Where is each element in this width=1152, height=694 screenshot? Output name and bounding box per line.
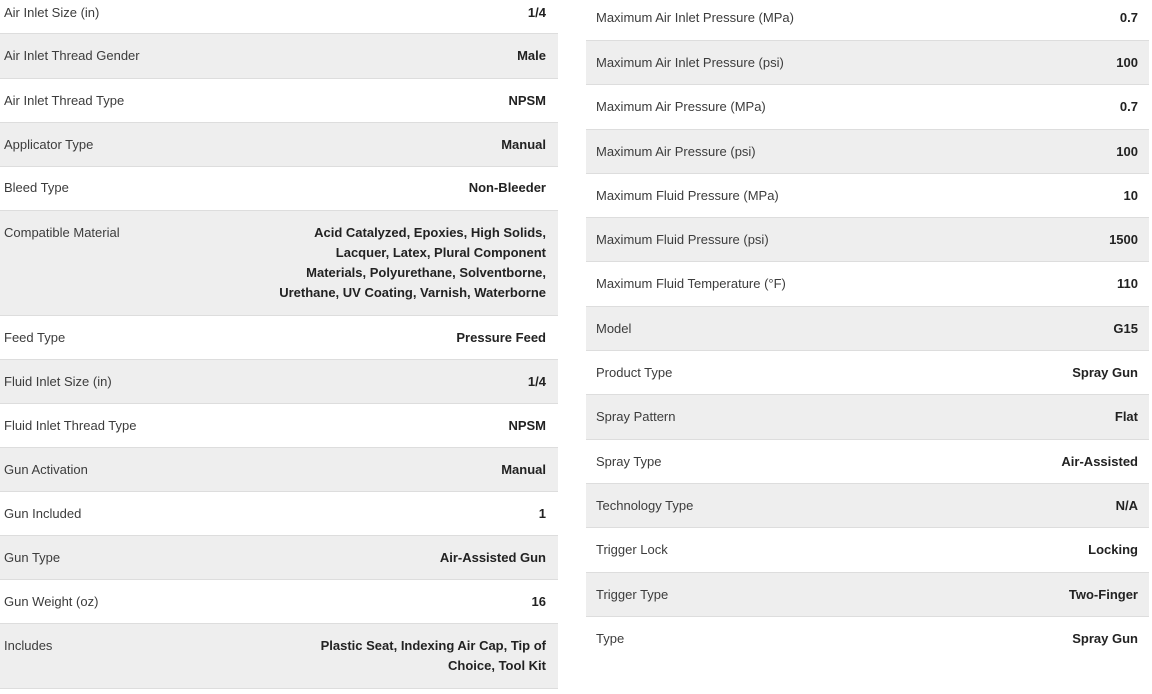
spec-value: Air-Assisted Gun bbox=[439, 550, 546, 565]
spec-label: Bleed Type bbox=[4, 180, 69, 195]
spec-label: Gun Included bbox=[4, 506, 82, 521]
spec-value: Acid Catalyzed, Epoxies, High Solids, Lacquer, Latex, Plural Component Materials, Polyurethane, Solventborne, Urethane, UV Coating, Varnish, Waterborne bbox=[279, 225, 546, 300]
spec-row-air-inlet-thread-type bbox=[0, 79, 558, 123]
spec-label: Fluid Inlet Size (in) bbox=[4, 374, 112, 389]
spec-value: Manual bbox=[501, 462, 546, 477]
spec-row-applicator-type bbox=[0, 123, 558, 167]
spec-row-trigger-lock bbox=[586, 528, 1149, 572]
spec-label: Technology Type bbox=[596, 497, 694, 513]
spec-value: 1/4 bbox=[527, 374, 546, 389]
spec-value: Plastic Seat, Indexing Air Cap, Tip of Choice, Tool Kit bbox=[320, 638, 546, 673]
spec-value: Male bbox=[517, 48, 546, 63]
spec-label: Fluid Inlet Thread Type bbox=[4, 418, 137, 433]
spec-row-air-inlet-size bbox=[0, 0, 558, 34]
spec-row-gun-weight bbox=[0, 580, 558, 624]
spec-value: Spray Gun bbox=[1072, 630, 1138, 646]
spec-row-max-air-pressure-mpa bbox=[586, 85, 1149, 129]
spec-label: Product Type bbox=[596, 365, 673, 381]
spec-row-type bbox=[586, 617, 1149, 661]
spec-row-bleed-type bbox=[0, 167, 558, 211]
spec-row-compatible-material bbox=[0, 211, 558, 316]
spec-label: Maximum Fluid Temperature (°F) bbox=[596, 276, 786, 292]
spec-table-right bbox=[586, 0, 1149, 661]
spec-label: Type bbox=[596, 630, 625, 646]
spec-label: Maximum Fluid Pressure (MPa) bbox=[596, 187, 779, 203]
spec-row-max-air-pressure-psi bbox=[586, 130, 1149, 174]
spec-value: G15 bbox=[1113, 320, 1138, 336]
spec-label: Includes bbox=[4, 638, 53, 653]
spec-row-feed-type bbox=[0, 316, 558, 360]
spec-value: Air-Assisted bbox=[1061, 453, 1138, 469]
spec-value: 100 bbox=[1116, 143, 1138, 159]
spec-value: NPSM bbox=[508, 418, 546, 433]
spec-row-max-fluid-pressure-mpa bbox=[586, 174, 1149, 218]
spec-value: 1 bbox=[538, 506, 546, 521]
spec-value: 0.7 bbox=[1119, 10, 1138, 25]
spec-value: NPSM bbox=[508, 93, 546, 108]
spec-row-technology-type bbox=[586, 484, 1149, 528]
spec-value: Manual bbox=[501, 137, 546, 152]
spec-label: Model bbox=[596, 320, 632, 336]
spec-row-spray-type bbox=[586, 440, 1149, 484]
spec-row-fluid-inlet-thread-type bbox=[0, 404, 558, 448]
spec-table-left bbox=[0, 0, 558, 689]
spec-row-gun-type bbox=[0, 536, 558, 580]
spec-label: Air Inlet Size (in) bbox=[4, 5, 100, 20]
spec-value: Spray Gun bbox=[1072, 365, 1138, 381]
spec-label: Air Inlet Thread Type bbox=[4, 93, 125, 108]
spec-row-gun-included bbox=[0, 492, 558, 536]
spec-value: 16 bbox=[531, 594, 546, 609]
spec-label: Trigger Type bbox=[596, 586, 669, 602]
spec-row-max-air-inlet-pressure-mpa bbox=[586, 0, 1149, 41]
spec-label: Gun Type bbox=[4, 550, 61, 565]
spec-label: Trigger Lock bbox=[596, 542, 668, 558]
spec-row-model bbox=[586, 307, 1149, 351]
spec-value: N/A bbox=[1115, 497, 1138, 513]
spec-row-includes bbox=[0, 624, 558, 689]
spec-label: Spray Type bbox=[596, 453, 662, 469]
spec-label: Spray Pattern bbox=[596, 409, 676, 425]
spec-row-max-air-inlet-pressure-psi bbox=[586, 41, 1149, 85]
spec-label: Compatible Material bbox=[4, 225, 120, 240]
spec-value: Two-Finger bbox=[1068, 586, 1138, 602]
spec-row-max-fluid-temperature bbox=[586, 262, 1149, 306]
spec-row-spray-pattern bbox=[586, 395, 1149, 439]
spec-value: 0.7 bbox=[1119, 99, 1138, 115]
spec-row-product-type bbox=[586, 351, 1149, 395]
spec-value: Pressure Feed bbox=[456, 330, 546, 345]
spec-row-fluid-inlet-size bbox=[0, 360, 558, 404]
spec-label: Maximum Fluid Pressure (psi) bbox=[596, 232, 769, 248]
spec-value: Flat bbox=[1114, 409, 1138, 425]
spec-value: Locking bbox=[1088, 542, 1138, 558]
spec-label: Maximum Air Pressure (psi) bbox=[596, 143, 756, 159]
spec-label: Applicator Type bbox=[4, 137, 94, 152]
spec-value: 1/4 bbox=[527, 5, 546, 20]
spec-row-gun-activation bbox=[0, 448, 558, 492]
spec-label: Gun Activation bbox=[4, 462, 88, 477]
spec-value: 1500 bbox=[1109, 232, 1138, 248]
spec-label: Maximum Air Inlet Pressure (MPa) bbox=[596, 10, 794, 25]
spec-row-trigger-type bbox=[586, 573, 1149, 617]
spec-label: Gun Weight (oz) bbox=[4, 594, 99, 609]
spec-label: Air Inlet Thread Gender bbox=[4, 48, 140, 63]
spec-row-air-inlet-thread-gender bbox=[0, 34, 558, 79]
spec-value: 10 bbox=[1123, 187, 1138, 203]
spec-label: Maximum Air Inlet Pressure (psi) bbox=[596, 55, 784, 70]
spec-label: Maximum Air Pressure (MPa) bbox=[596, 99, 766, 115]
spec-value: 100 bbox=[1116, 55, 1138, 70]
spec-row-max-fluid-pressure-psi bbox=[586, 218, 1149, 262]
spec-value: Non-Bleeder bbox=[468, 180, 546, 195]
spec-label: Feed Type bbox=[4, 330, 66, 345]
spec-value: 110 bbox=[1117, 276, 1138, 292]
